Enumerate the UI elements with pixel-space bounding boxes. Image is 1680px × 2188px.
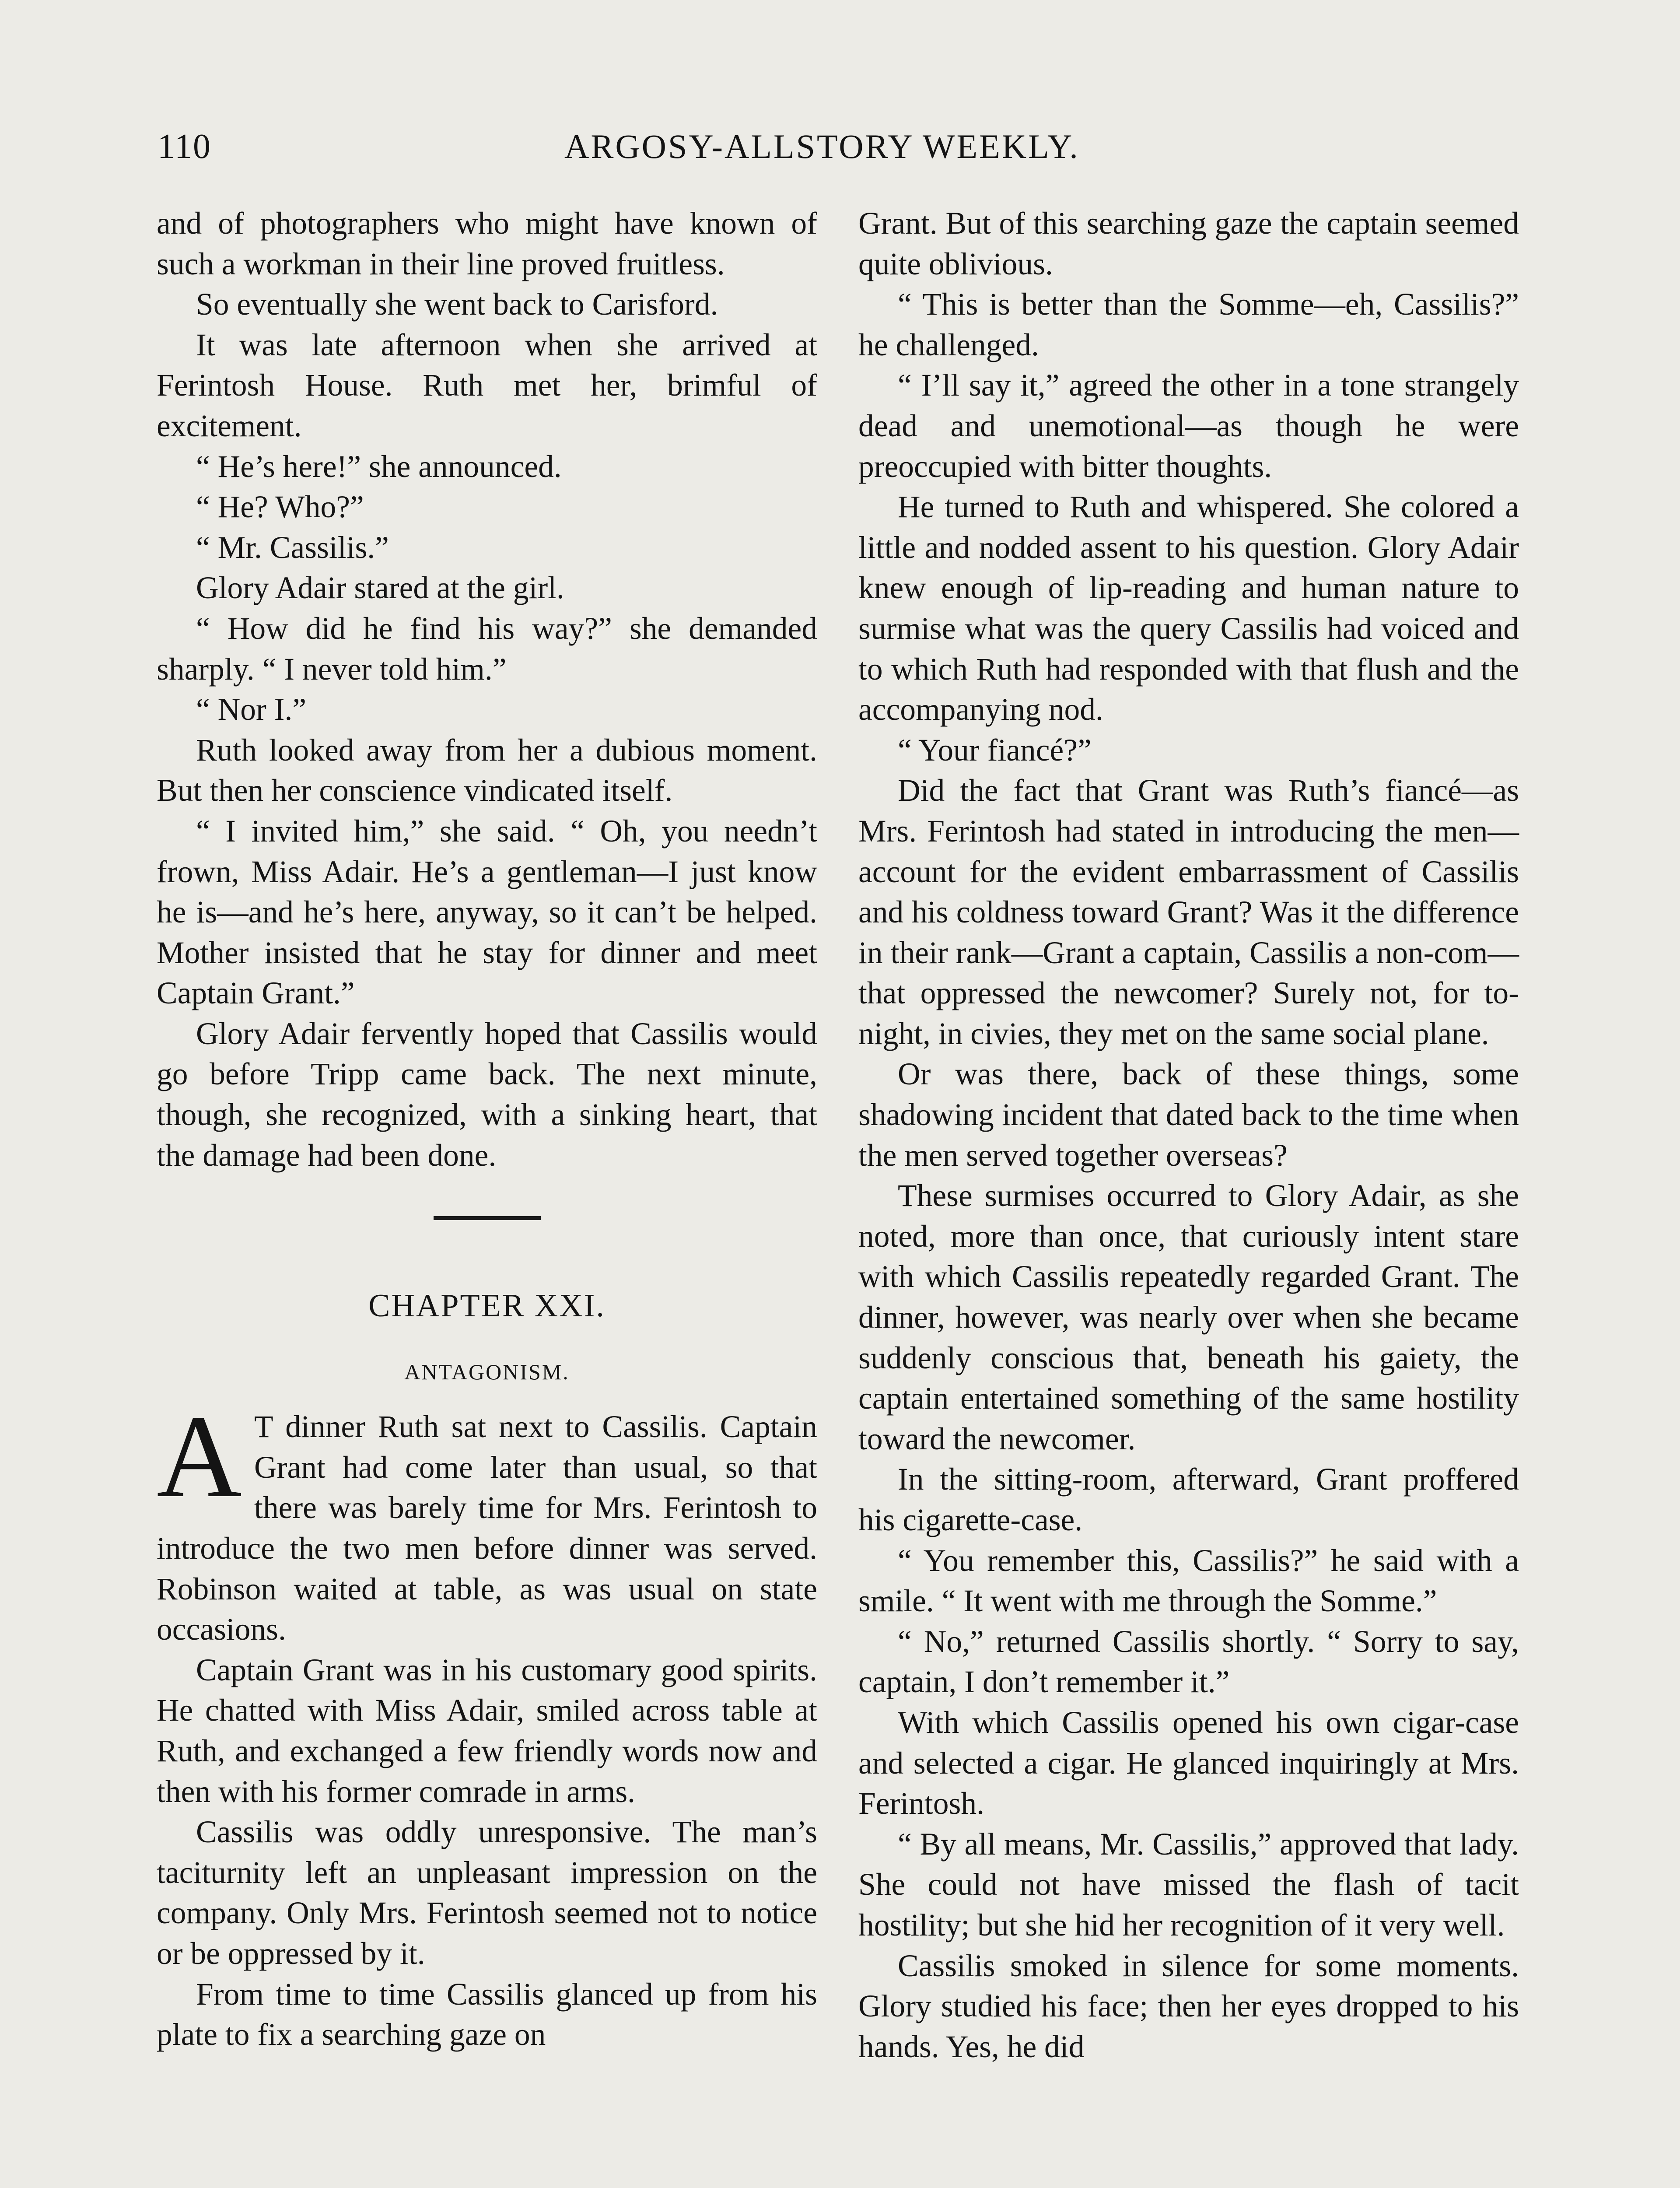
paragraph: So eventually she went back to Carisford. [196, 287, 718, 322]
page-header [158, 127, 1522, 175]
paragraph: “ Nor I.” [196, 692, 307, 727]
paragraph: Grant. But of this searching gaze the captain seemed quite oblivious. [858, 206, 1519, 281]
paragraph: From time to time Cassilis glanced up from his plate to fix a searching gaze on [157, 1977, 817, 2052]
paragraph: “ Your fiancé?” [898, 733, 1092, 768]
paragraph: “ He’s here!” she announced. [196, 449, 562, 484]
chapter-title: CHAPTER XXI. [368, 1288, 606, 1324]
paragraph: Glory Adair fervently hoped that Cassilis would go before Tripp came back. The next minute, though, she recognized, with a sinking heart, that the damage had been done. [157, 1016, 817, 1173]
drop-cap: A [157, 1391, 242, 1522]
paragraph: “ You remember this, Cassilis?” he said with a smile. “ It went with me through the Somme.” [858, 1543, 1519, 1619]
paragraph: Glory Adair stared at the girl. [196, 571, 564, 606]
paragraph: Did the fact that Grant was Ruth’s fiancé—as Mrs. Ferintosh had stated in introducing the men—account for the evident embarrassment of Cassilis and his coldness toward Grant? Was it the difference in their rank—Grant a captain, Cassilis a non-com—that oppressed the newcomer? Surely not, for to-night, in civies, they met on the same social plane. [858, 773, 1519, 1051]
paragraph: Captain Grant was in his customary good spirits. He chatted with Miss Adair, smiled across table at Ruth, and exchanged a few friendly words now and then with his former comrade in arms. [157, 1652, 817, 1809]
paragraph: Or was there, back of these things, some shadowing incident that dated back to the time when the men served together overseas? [858, 1057, 1519, 1173]
paragraph: and of photographers who might have known of such a workman in their line proved fruitless. [157, 206, 817, 281]
paragraph: “ I’ll say it,” agreed the other in a tone strangely dead and unemotional—as though he were preoccupied with bitter thoughts. [858, 368, 1519, 484]
opening-text: T dinner Ruth sat next to Cassilis. Captain Grant had come later than usual, so that there was barely time for Mrs. Ferintosh to introduce the two men before dinner was served. Robinson waited at table, as was usual on state occasions. [157, 1410, 817, 1647]
paragraph: Cassilis was oddly unresponsive. The man’s taciturnity left an unpleasant impression on the company. Only Mrs. Ferintosh seemed not to notice or be oppressed by it. [157, 1815, 817, 1971]
page-number: 110 [158, 127, 212, 166]
chapter-opening-paragraph [157, 1391, 817, 1650]
chapter-subtitle: ANTAGONISM. [404, 1360, 570, 1385]
paragraph: “ I invited him,” she said. “ Oh, you needn’t frown, Miss Adair. He’s a gentleman—I just know he is—and he’s here, anyway, so it can’t be helped. Mother insisted that he stay for dinner and meet Captain Grant.” [157, 813, 817, 1011]
left-column [157, 203, 817, 2055]
paragraph: “ How did he find his way?” she demanded sharply. “ I never told him.” [157, 611, 817, 687]
paragraph: Ruth looked away from her a dubious moment. But then her conscience vindicated itself. [157, 733, 817, 808]
paragraph: These surmises occurred to Glory Adair, as she noted, more than once, that curiously intent stare with which Cassilis repeatedly regarded Grant. The dinner, however, was nearly over when she became suddenly conscious that, beneath his gaiety, the captain entertained something of the same hostility toward the newcomer. [858, 1178, 1519, 1456]
paragraph: Cassilis smoked in silence for some moments. Glory studied his face; then her eyes dropped to his hands. Yes, he did [858, 1948, 1519, 2064]
paragraph: In the sitting-room, afterward, Grant proffered his cigarette-case. [858, 1462, 1519, 1537]
paragraph: “ By all means, Mr. Cassilis,” approved that lady. She could not have missed the flash of tacit hostility; but she hid her recognition of it very well. [858, 1827, 1519, 1943]
paragraph: “ No,” returned Cassilis shortly. “ Sorry to say, captain, I don’t remember it.” [858, 1624, 1519, 1700]
section-divider [434, 1216, 541, 1220]
paragraph: “ Mr. Cassilis.” [196, 530, 389, 565]
paragraph: “ He? Who?” [196, 490, 364, 525]
paragraph: He turned to Ruth and whispered. She colored a little and nodded assent to his question. Glory Adair knew enough of lip-reading and human nature to surmise what was the query Cassilis had voiced and to which Ruth had responded with that flush and the accompanying nod. [858, 490, 1519, 727]
paragraph: It was late afternoon when she arrived at Ferintosh House. Ruth met her, brimful of excitement. [157, 327, 817, 443]
paragraph: With which Cassilis opened his own cigar-case and selected a cigar. He glanced inquiringly at Mrs. Ferintosh. [858, 1705, 1519, 1821]
paragraph: “ This is better than the Somme—eh, Cassilis?” he challenged. [858, 287, 1519, 362]
running-title: ARGOSY-ALLSTORY WEEKLY. [564, 127, 1080, 165]
right-column [858, 203, 1519, 2067]
